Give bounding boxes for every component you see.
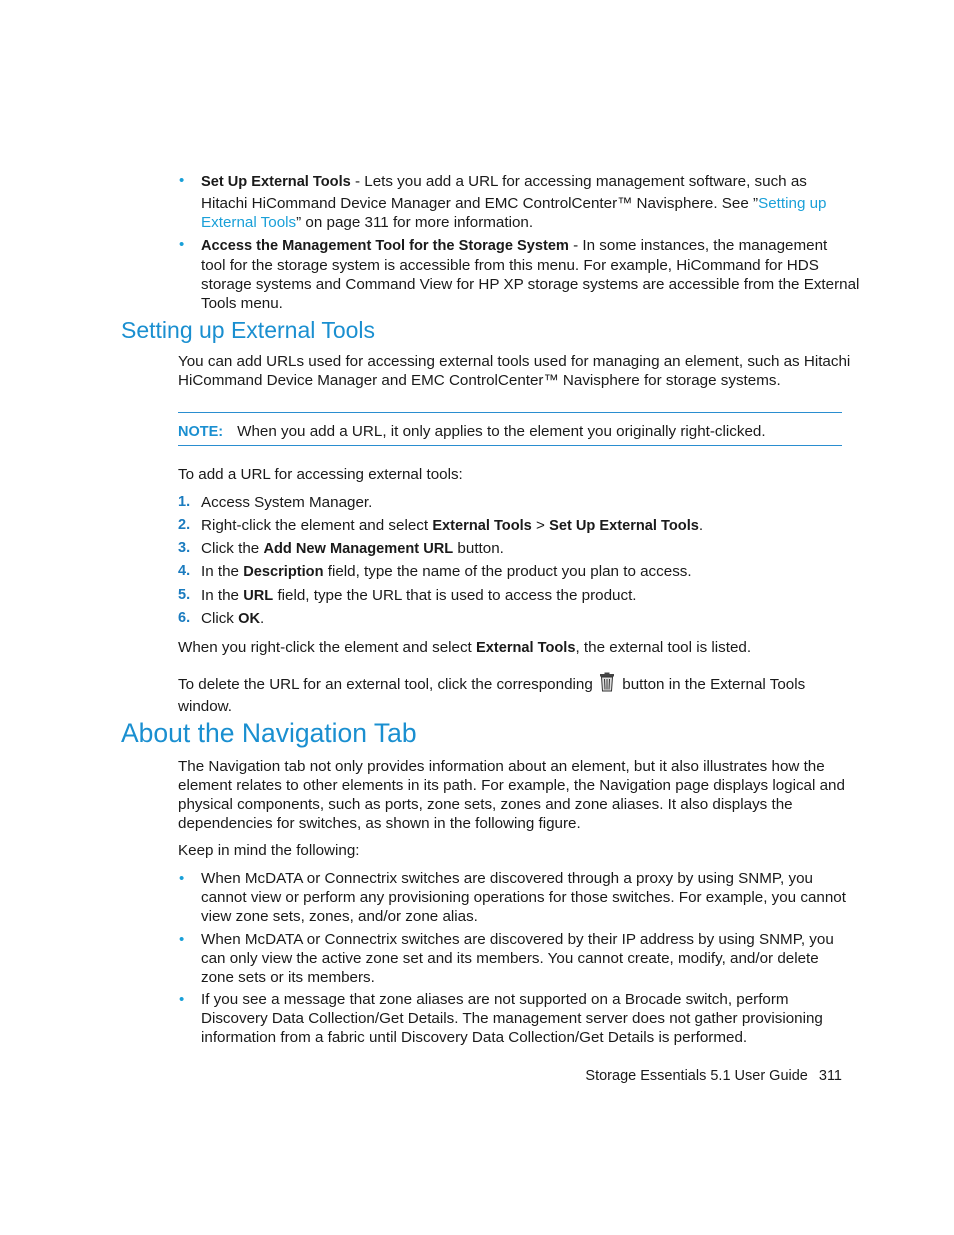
text: - Lets you add a URL for accessing management software, such as	[350, 173, 807, 190]
step-item	[201, 562, 692, 582]
text: , the external tool is listed.	[575, 639, 752, 656]
text: storage systems and Command View for HP XP storage systems are accessible from the External	[201, 276, 860, 293]
text: Access System Manager.	[201, 494, 373, 511]
text: field, type the URL that is used to access the product.	[273, 587, 637, 604]
text: Click	[201, 610, 239, 627]
step-number: 1.	[178, 494, 191, 510]
text: dependencies for switches, as shown in the following figure.	[178, 815, 581, 832]
text: physical components, such as ports, zone sets, zones and zone aliases. It also displays the	[178, 796, 793, 813]
text: .	[698, 517, 704, 534]
delete-instructions	[178, 672, 848, 716]
text: Hitachi HiCommand Device Manager and EMC ControlCenter™ Navisphere. See ”	[201, 195, 759, 212]
trash-icon	[599, 672, 615, 697]
bullet-marker: •	[179, 991, 185, 1008]
text: If you see a message that zone aliases are not supported on a Brocade switch, perform	[201, 991, 789, 1008]
text: cannot view or perform any provisioning operations for those switches. For example, you cannot	[201, 889, 846, 906]
keep-in-mind: Keep in mind the following:	[178, 842, 360, 859]
text: .	[260, 610, 265, 627]
menu-external-tools: External Tools	[432, 518, 532, 534]
step-item	[201, 539, 504, 559]
term-access-management-tool: Access the Management Tool for the Storage System	[201, 238, 569, 254]
bullet-marker: •	[179, 931, 185, 948]
after-steps-text	[178, 638, 751, 658]
text: tool for the storage system is accessible from this menu. For example, HiCommand for HDS	[201, 257, 819, 274]
step-item	[201, 493, 372, 512]
step-item	[201, 586, 637, 606]
text: In the	[201, 587, 244, 604]
text: To delete the URL for an external tool, click the corresponding	[178, 676, 593, 693]
text: button in the External Tools	[622, 676, 806, 693]
text: When McDATA or Connectrix switches are discovered through a proxy by using SNMP, you	[201, 870, 813, 887]
note-bottom-rule	[178, 445, 842, 446]
field-description: Description	[243, 564, 324, 580]
term-set-up-external-tools: Set Up External Tools	[201, 174, 351, 190]
section-heading-setting-up-external-tools: Setting up External Tools	[121, 317, 376, 343]
text: ” on page 311 for more information.	[296, 214, 534, 231]
text: The Navigation tab not only provides information about an element, but it also illustrates how the	[178, 758, 825, 775]
step-item	[201, 516, 703, 536]
text: window.	[178, 698, 233, 715]
text: HiCommand Device Manager and EMC ControlCenter™ Navisphere for storage systems.	[178, 372, 781, 389]
section-heading-about-navigation-tab: About the Navigation Tab	[121, 718, 417, 748]
text: Tools menu.	[201, 295, 283, 312]
bullet-marker: •	[179, 172, 185, 189]
bullet-marker: •	[179, 870, 185, 887]
step-number: 5.	[178, 587, 191, 603]
text: You can add URLs used for accessing external tools used for managing an element, such as Hitachi	[178, 353, 851, 370]
section-intro	[178, 352, 851, 390]
text: When you right-click the element and select	[178, 639, 476, 656]
note-label: NOTE:	[178, 424, 224, 440]
setting-up-link-continued[interactable]: External Tools	[201, 214, 297, 231]
list-item	[201, 869, 851, 926]
text: Right-click the element and select	[201, 517, 433, 534]
menu-external-tools: External Tools	[476, 640, 576, 656]
button-ok: OK	[238, 611, 261, 627]
text: Click the	[201, 540, 264, 557]
button-add-new-management-url: Add New Management URL	[263, 541, 454, 557]
navigation-paragraph	[178, 757, 848, 833]
page-footer	[560, 1068, 842, 1084]
steps-intro: To add a URL for accessing external tools:	[178, 466, 463, 483]
field-url: URL	[243, 588, 274, 604]
note	[178, 422, 766, 442]
text: can only view the active zone set and its members. You cannot create, modify, and/or delete	[201, 950, 819, 967]
list-item	[201, 236, 860, 313]
page-number: 311	[818, 1068, 842, 1084]
bullet-marker: •	[179, 236, 185, 253]
text: Discovery Data Collection/Get Details. The management server does not gather provisioning	[201, 1010, 823, 1027]
step-item	[201, 609, 264, 629]
text: information from a fabric until Discovery Data Collection/Get Details is performed.	[201, 1029, 748, 1046]
text: When McDATA or Connectrix switches are discovered by their IP address by using SNMP, you	[201, 931, 834, 948]
list-item	[201, 990, 851, 1047]
text: field, type the name of the product you plan to access.	[323, 563, 692, 580]
text: button.	[453, 540, 504, 557]
text: >	[531, 517, 550, 534]
menu-set-up-external-tools: Set Up External Tools	[549, 518, 699, 534]
step-number: 4.	[178, 563, 191, 579]
text: view zone sets, zones, and/or zone alias.	[201, 908, 478, 925]
step-number: 3.	[178, 540, 191, 556]
setting-up-link[interactable]: Setting up	[758, 195, 827, 212]
text: element relates to other elements in its path. For example, the Navigation page displays logical and	[178, 777, 845, 794]
list-item	[201, 172, 851, 232]
step-number: 6.	[178, 610, 191, 626]
note-text: When you add a URL, it only applies to the element you originally right-clicked.	[237, 423, 766, 440]
note-top-rule	[178, 412, 842, 413]
step-number: 2.	[178, 517, 191, 533]
text: - In some instances, the management	[568, 237, 828, 254]
text: zone sets or its members.	[201, 969, 375, 986]
text: In the	[201, 563, 244, 580]
list-item	[201, 930, 851, 987]
footer-title: Storage Essentials 5.1 User Guide	[585, 1068, 808, 1084]
